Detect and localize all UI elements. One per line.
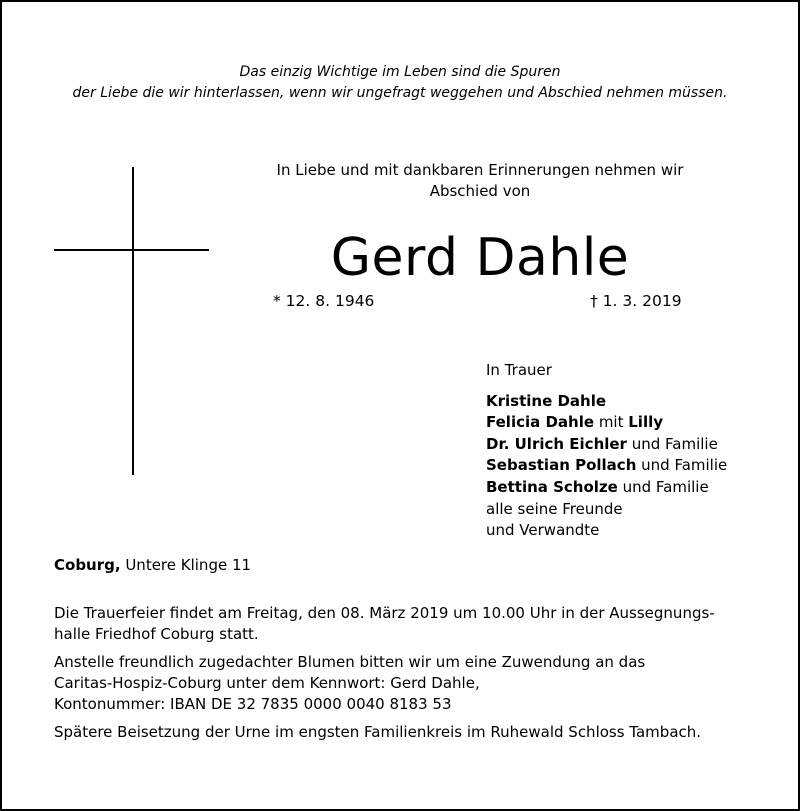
intro-text (230, 160, 730, 202)
ceremony-notice (54, 603, 754, 645)
mourner-relation: mit (594, 413, 629, 432)
quote-line-2: der Liebe die wir hinterlassen, wenn wir ungefragt weggehen und Abschied nehmen müssen. (72, 85, 728, 101)
quote (0, 62, 800, 104)
birth-date: * 12. 8. 1946 (273, 292, 375, 310)
quote-line-1: Das einzig Wichtige im Leben sind die Spuren (239, 64, 561, 80)
mourner-entry (486, 412, 727, 434)
death-date: † 1. 3. 2019 (590, 292, 682, 310)
mourner-name: Felicia Dahle (486, 413, 595, 432)
donation-notice (54, 652, 754, 715)
mourner-friends: alle seine Freunde (486, 499, 623, 518)
mourner-relation: und Familie (617, 477, 709, 496)
cross-icon-vertical (132, 167, 134, 475)
mourner-entry (486, 477, 727, 499)
mourner-name: Sebastian Pollach (486, 456, 637, 475)
donation-line-2: Caritas-Hospiz-Coburg unter dem Kennwort: Gerd Dahle, (54, 674, 480, 692)
donation-line-1: Anstelle freundlich zugedachter Blumen bitten wir um eine Zuwendung an das (54, 653, 646, 671)
deceased-name: Gerd Dahle (330, 228, 630, 288)
mourner-name: Lilly (628, 413, 664, 432)
mourners-heading: In Trauer (486, 361, 552, 379)
address-city: Coburg, (54, 556, 121, 574)
ceremony-line-1: Die Trauerfeier findet am Freitag, den 08. März 2019 um 10.00 Uhr in der Aussegnungs- (54, 604, 715, 622)
mourner-entry (486, 455, 727, 477)
mourners-list (486, 360, 727, 542)
address-street: Untere Klinge 11 (120, 556, 252, 574)
mourner-name: Kristine Dahle (486, 391, 607, 410)
mourner-name: Bettina Scholze (486, 477, 618, 496)
intro-line-2: Abschied von (429, 182, 531, 200)
address (54, 556, 251, 574)
mourner-entry (486, 391, 727, 413)
mourner-relation: und Familie (636, 456, 728, 475)
mourner-relatives: und Verwandte (486, 521, 600, 540)
mourner-entry (486, 434, 727, 456)
donation-line-3: Kontonummer: IBAN DE 32 7835 0000 0040 8183 53 (54, 695, 452, 713)
mourner-name: Dr. Ulrich Eichler (486, 434, 627, 453)
burial-notice: Spätere Beisetzung der Urne im engsten Familienkreis im Ruhewald Schloss Tambach. (54, 723, 702, 741)
mourner-relation: und Familie (626, 434, 718, 453)
cross-icon-horizontal (54, 249, 209, 251)
ceremony-line-2: halle Friedhof Coburg statt. (54, 625, 259, 643)
intro-line-1: In Liebe und mit dankbaren Erinnerungen nehmen wir (276, 161, 684, 179)
